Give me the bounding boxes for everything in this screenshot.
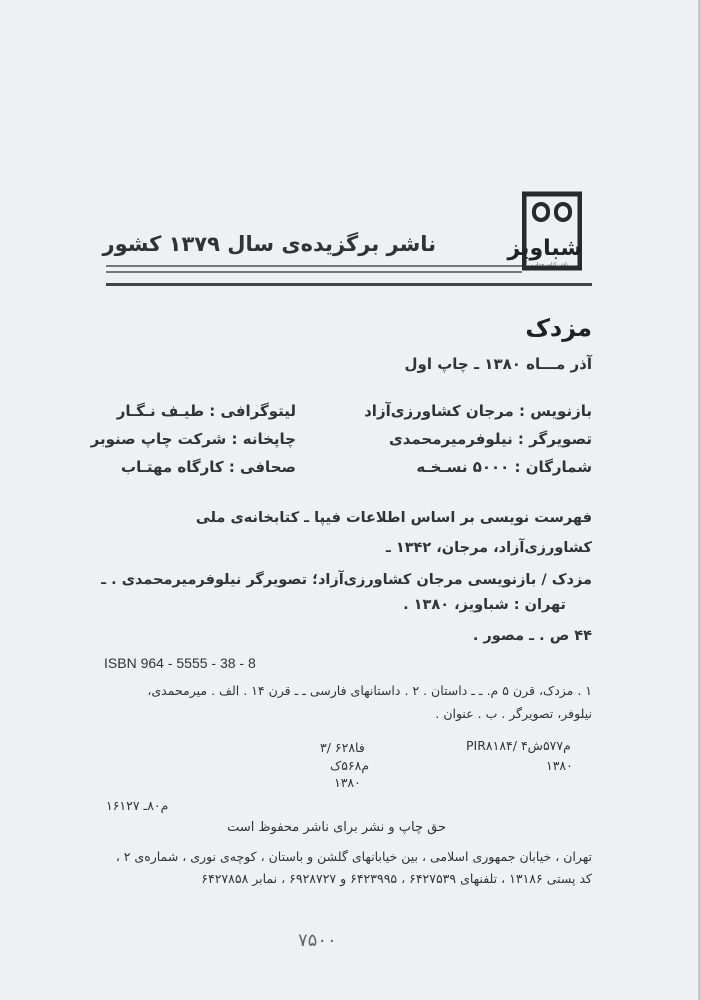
dewey-cutter: م۵۶۸ک <box>330 758 370 773</box>
header-rule-thick <box>106 283 592 286</box>
isbn: ISBN 964 - 5555 - 38 - 8 <box>104 655 256 671</box>
header-rule-thin-2 <box>106 271 522 273</box>
classification-year: ۱۳۸۰ <box>546 758 573 773</box>
logo-subtext: ناشر کتابی جذاب <box>532 262 568 268</box>
handwritten-stamp: ۷۵۰۰ <box>298 930 337 951</box>
national-library-number: م۸۰ـ ۱۶۱۲۷ <box>106 798 169 813</box>
publisher-contact: کد پستی ۱۳۱۸۶ ، تلفنهای ۶۴۲۷۵۳۹ ، ۶۴۲۳۹۹۵ و ۶۹۲۸۷۲۷ ، نمابر ۶۴۲۷۸۵۸ <box>201 871 592 886</box>
edition-line: آذر مـــاه ۱۳۸۰ ـ چاپ اول <box>404 355 592 373</box>
dewey-year: ۱۳۸۰ <box>334 775 361 790</box>
cataloging-title: مزدک / بازنویسی مرجان کشاورزی‌آزاد؛ تصویرگر نیلوفرمیرمحمدی . ـ <box>101 572 592 588</box>
rights-notice: حق چاپ و نشر برای ناشر محفوظ است <box>227 820 446 835</box>
credit-rewriter: بازنویس : مرجان کشاورزی‌آزاد <box>364 402 592 420</box>
credit-print-run: شمارگان : ۵۰۰۰ نسـخـه <box>416 458 592 476</box>
cataloging-subjects-cont: نیلوفر، تصویرگر . ب . عنوان . <box>435 706 592 721</box>
credit-lithography: لیتوگرافی : طیـف نـگـار <box>116 402 296 420</box>
publisher-tagline: ناشر برگزیده‌ی سال ۱۳۷۹ کشور <box>102 232 436 256</box>
credit-illustrator: تصویرگر : نیلوفرمیرمحمدی <box>388 430 592 448</box>
book-title: مزدک <box>525 314 592 342</box>
cataloging-heading: فهرست نویسی بر اساس اطلاعات فیپا ـ کتابخانه‌ی ملی <box>195 510 592 526</box>
logo-wordmark: شباویز <box>507 236 582 261</box>
header-rule-thin <box>106 265 522 267</box>
cataloging-pages: ۴۴ ص . ـ مصور . <box>472 628 592 644</box>
cataloging-author: کشاورزی‌آزاد، مرجان، ۱۳۴۲ ـ <box>385 540 592 556</box>
credit-printing-house: چاپخانه : شرکت چاپ صنوبر <box>90 430 296 448</box>
dewey-number: ۳/ ۶۲فا۸ <box>320 740 365 755</box>
classification-number: PIR۸۱۸۴/ ۴م۵۷۷ش <box>466 738 571 753</box>
credit-binding: صحافی : کارگاه مهتـاب <box>121 458 296 476</box>
cataloging-subjects: ۱ . مزدک، قرن ۵ م. ـ ـ داستان . ۲ . داستانهای فارسی ـ ـ قرن ۱۴ . الف . میرمحمدی، <box>147 683 592 698</box>
cataloging-imprint: تهران : شباویز، ۱۳۸۰ . <box>403 597 566 613</box>
publisher-address: تهران ، خیابان جمهوری اسلامی ، بین خیابانهای گلشن و باستان ، کوچه‌ی نوری ، شماره‌ی ۲ ، <box>115 849 592 864</box>
